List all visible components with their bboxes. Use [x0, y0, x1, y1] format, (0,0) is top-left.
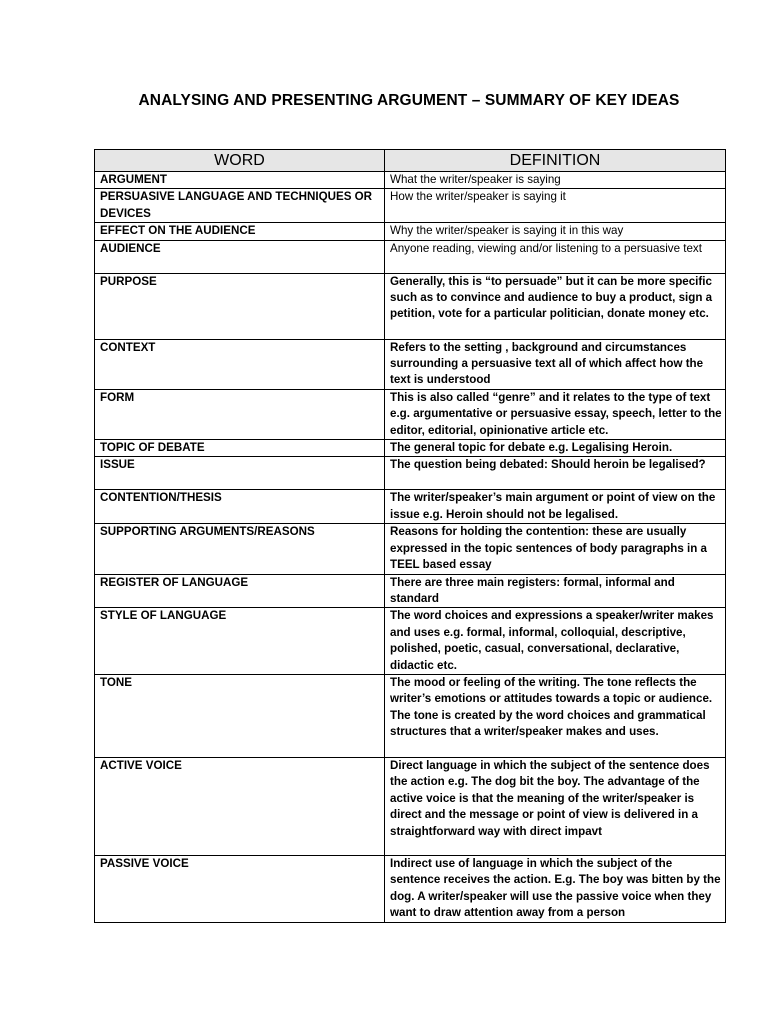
term-cell: CONTEXT	[95, 339, 385, 389]
table-row	[95, 172, 726, 189]
table-row	[95, 757, 726, 855]
term-cell: SUPPORTING ARGUMENTS/REASONS	[95, 524, 385, 574]
column-header-word: WORD	[95, 150, 385, 172]
page-title: ANALYSING AND PRESENTING ARGUMENT – SUMMARY OF KEY IDEAS	[138, 92, 680, 109]
term-cell: ISSUE	[95, 457, 385, 490]
definition-cell: This is also called “genre” and it relates to the type of text e.g. argumentative or persuasive essay, speech, letter to the editor, editorial, opinionative article etc.	[385, 389, 726, 439]
glossary-table	[94, 149, 726, 923]
term-cell: EFFECT ON THE AUDIENCE	[95, 223, 385, 240]
definition-cell: Direct language in which the subject of the sentence does the action e.g. The dog bit the boy. The advantage of the active voice is that the meaning of the writer/speaker is direct and the message or point of view is delivered in a straightforward way with direct impavt	[385, 757, 726, 855]
table-row	[95, 240, 726, 273]
table-header-row	[95, 150, 726, 172]
table-row	[95, 339, 726, 389]
column-header-definition: DEFINITION	[385, 150, 726, 172]
term-cell: STYLE OF LANGUAGE	[95, 608, 385, 675]
definition-cell: Why the writer/speaker is saying it in this way	[385, 223, 726, 240]
table-row	[95, 440, 726, 457]
definition-cell: The word choices and expressions a speaker/writer makes and uses e.g. formal, informal, colloquial, descriptive, polished, poetic, casual, conversational, declarative, didactic etc.	[385, 608, 726, 675]
definition-cell: What the writer/speaker is saying	[385, 172, 726, 189]
term-cell: PERSUASIVE LANGUAGE AND TECHNIQUES OR DEVICES	[95, 189, 385, 223]
definition-cell: Generally, this is “to persuade” but it can be more specific such as to convince and audience to buy a product, sign a petition, vote for a particular politician, donate money etc.	[385, 273, 726, 339]
term-cell: TONE	[95, 674, 385, 757]
definition-cell: How the writer/speaker is saying it	[385, 189, 726, 223]
term-cell: PURPOSE	[95, 273, 385, 339]
term-cell: CONTENTION/THESIS	[95, 490, 385, 524]
table-row	[95, 389, 726, 439]
definition-cell: Reasons for holding the contention: these are usually expressed in the topic sentences of body paragraphs in a TEEL based essay	[385, 524, 726, 574]
definition-cell: There are three main registers: formal, informal and standard	[385, 574, 726, 608]
term-cell: AUDIENCE	[95, 240, 385, 273]
table-row	[95, 223, 726, 240]
table-row	[95, 574, 726, 608]
definition-cell: Anyone reading, viewing and/or listening to a persuasive text	[385, 240, 726, 273]
definition-cell: The question being debated: Should heroin be legalised?	[385, 457, 726, 490]
table-row	[95, 273, 726, 339]
term-cell: TOPIC OF DEBATE	[95, 440, 385, 457]
definition-cell: The mood or feeling of the writing. The tone reflects the writer’s emotions or attitudes towards a topic or audience. The tone is created by the word choices and grammatical structures that a writer/speaker makes and uses.	[385, 674, 726, 757]
table-row	[95, 674, 726, 757]
definition-cell: The writer/speaker’s main argument or point of view on the issue e.g. Heroin should not be legalised.	[385, 490, 726, 524]
table-body	[95, 172, 726, 923]
definition-cell: Refers to the setting , background and circumstances surrounding a persuasive text all of which affect how the text is understood	[385, 339, 726, 389]
definition-cell: The general topic for debate e.g. Legalising Heroin.	[385, 440, 726, 457]
term-cell: ACTIVE VOICE	[95, 757, 385, 855]
table-row	[95, 490, 726, 524]
term-cell: PASSIVE VOICE	[95, 855, 385, 922]
term-cell: ARGUMENT	[95, 172, 385, 189]
table-row	[95, 457, 726, 490]
term-cell: REGISTER OF LANGUAGE	[95, 574, 385, 608]
table-row	[95, 608, 726, 675]
term-cell: FORM	[95, 389, 385, 439]
table-row	[95, 524, 726, 574]
definition-cell: Indirect use of language in which the subject of the sentence receives the action. E.g. The boy was bitten by the dog. A writer/speaker will use the passive voice when they want to draw attention away from a person	[385, 855, 726, 922]
table-row	[95, 855, 726, 922]
table-row	[95, 189, 726, 223]
